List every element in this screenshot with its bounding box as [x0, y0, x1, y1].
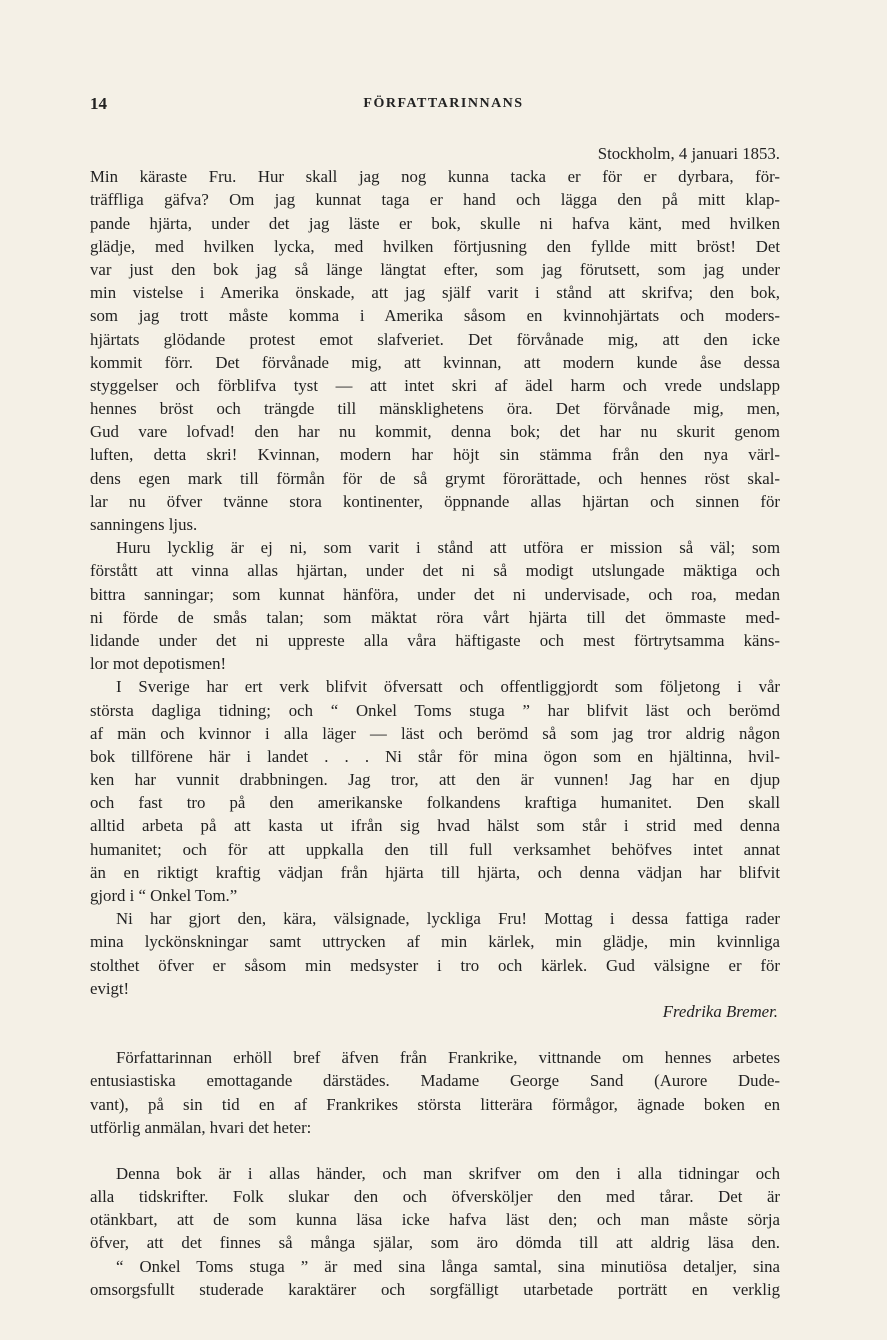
letter-text: [90, 165, 780, 1000]
letter-dateline: Stockholm, 4 januari 1853.: [597, 144, 780, 163]
text-line: stolthet öfver er såsom min medsyster i tro och kärlek. Gud välsigne er för: [90, 955, 780, 975]
text-line: kommit förr. Det förvånade mig, att kvinnan, att modern kunde åse dessa: [90, 352, 780, 372]
narrative-paragraph: [90, 1046, 780, 1139]
page-header: [90, 94, 797, 118]
text-line: lor mot depotismen!: [90, 654, 227, 674]
section-gap: [90, 1139, 780, 1162]
text-line: bok tillförene här i landet . . . Ni står för mina ögon som en hjältinna, hvil-: [90, 746, 780, 766]
text-line: Denna bok är i allas händer, och man skrifver om den i alla tidningar och: [116, 1163, 780, 1183]
text-line: entusiastiska emottagande därstädes. Madame George Sand (Aurore Dude-: [90, 1071, 780, 1091]
text-line: lar nu öfver tvänne stora kontinenter, öppnande allas hjärtan och sinnen för: [90, 491, 780, 511]
text-line: hjärtats glödande protest emot slafveriet. Det förvånade mig, att den icke: [90, 329, 780, 349]
text-line: alltid arbeta på att kasta ut ifrån sig hvad hälst som står i strid med denna: [90, 816, 780, 836]
text-line: öfver, att det finnes så många själar, som äro dömda till att aldrig läsa den.: [90, 1233, 780, 1253]
text-line: förstått att vinna allas hjärtan, under det ni så modigt utslungade mäktiga och: [90, 561, 780, 581]
text-line: ken har vunnit drabbningen. Jag tror, att den är vunnen! Jag har en djup: [90, 770, 780, 790]
text-line: sanningens ljus.: [90, 515, 198, 534]
text-line: otänkbart, att de som kunna läsa icke hafva läst den; och man måste sörja: [90, 1210, 780, 1230]
text-line: än en riktigt kraftig vädjan från hjärta till hjärta, och denna vädjan har blifvit: [90, 862, 780, 882]
text-line: pande hjärta, under det jag läste er bok, skulle ni hafva känt, med hvilken: [90, 213, 780, 233]
text-line: som jag trott måste komma i Amerika såsom en kvinnohjärtats och moders-: [90, 306, 780, 326]
text-line: “ Onkel Toms stuga ” är med sina långa samtal, sina minutiösa detaljer, sina: [116, 1256, 780, 1276]
text-line: min vistelse i Amerika önskade, att jag själf varit i stånd att skrifva; den bok,: [90, 283, 780, 303]
text-line: träffliga gäfva? Om jag kunnat taga er hand och lägga den på mitt klap-: [90, 190, 780, 210]
text-line: styggelser och förblifva tyst — att intet skri af ädel harm och vrede undslapp: [90, 375, 780, 395]
text-line: I Sverige har ert verk blifvit öfversatt och offentliggjordt som följetong i vår: [116, 677, 780, 697]
text-line: utförlig anmälan, hvari det heter:: [90, 1117, 312, 1137]
running-title: FÖRFATTARINNANS: [363, 96, 524, 111]
sand-quote: [90, 1162, 780, 1301]
text-line: största dagliga tidning; och “ Onkel Toms stuga ” har blifvit läst och berömd: [90, 700, 780, 720]
text-line: bittra sanningar; som kunnat hänföra, under det ni undervisade, och roa, medan: [90, 584, 780, 604]
text-line: mina lyckönskningar samt uttrycken af min kärlek, min glädje, min kvinnliga: [90, 932, 780, 952]
text-line: vant), på sin tid en af Frankrikes största litterära förmågor, ägnade boken en: [90, 1094, 780, 1114]
text-line: Huru lycklig är ej ni, som varit i stånd att utföra er mission så väl; som: [116, 538, 780, 558]
page-number: 14: [90, 94, 107, 113]
text-line: Min käraste Fru. Hur skall jag nog kunna tacka er för er dyrbara, för-: [90, 167, 780, 187]
text-line: lidande under det ni uppreste alla våra häftigaste och mest förtrytsamma käns-: [90, 630, 780, 650]
text-line: Gud vare lofvad! den har nu kommit, denna bok; det har nu skurit genom: [90, 422, 780, 442]
text-line: gjord i “ Onkel Tom.”: [90, 886, 238, 905]
text-line: humanitet; och för att uppkalla den till full verksamhet behöfves intet annat: [90, 839, 780, 859]
text-line: af män och kvinnor i alla läger — läst och berömd så som jag tror aldrig någon: [90, 723, 780, 743]
text-line: alla tidskrifter. Folk slukar den och öfversköljer den med tårar. Det är: [90, 1187, 780, 1207]
text-line: Ni har gjort den, kära, välsignade, lyckliga Fru! Mottag i dessa fattiga rader: [116, 909, 780, 929]
text-line: Författarinnan erhöll bref äfven från Frankrike, vittnande om hennes arbetes: [116, 1048, 780, 1068]
text-line: ni förde de smås talan; som mäktat röra vårt hjärta till det ömmaste med-: [90, 607, 780, 627]
text-line: luften, detta skri! Kvinnan, modern har höjt sin stämma från den nya värl-: [90, 445, 780, 465]
text-line: och fast tro på den amerikanske folkandens kraftiga humanitet. Den skall: [90, 793, 780, 813]
text-line: evigt!: [90, 978, 130, 998]
section-gap: [90, 1023, 780, 1046]
letter-signature: Fredrika Bremer.: [662, 1001, 778, 1021]
text-line: var just den bok jag så länge längtat efter, som jag förutsett, som jag under: [90, 259, 780, 279]
text-line: glädje, med hvilken lycka, med hvilken förtjusning den fyllde mitt bröst! Det: [90, 236, 780, 256]
text-line: hennes bröst och trängde till mänsklighetens öra. Det förvånade mig, men,: [90, 399, 780, 419]
page-body: [90, 142, 780, 1301]
text-line: dens egen mark till förmån för de så grymt förorättade, och hennes röst skal-: [90, 468, 780, 488]
text-line: omsorgsfullt studerade karaktärer och sorgfälligt utarbetade porträtt en verklig: [90, 1279, 780, 1299]
